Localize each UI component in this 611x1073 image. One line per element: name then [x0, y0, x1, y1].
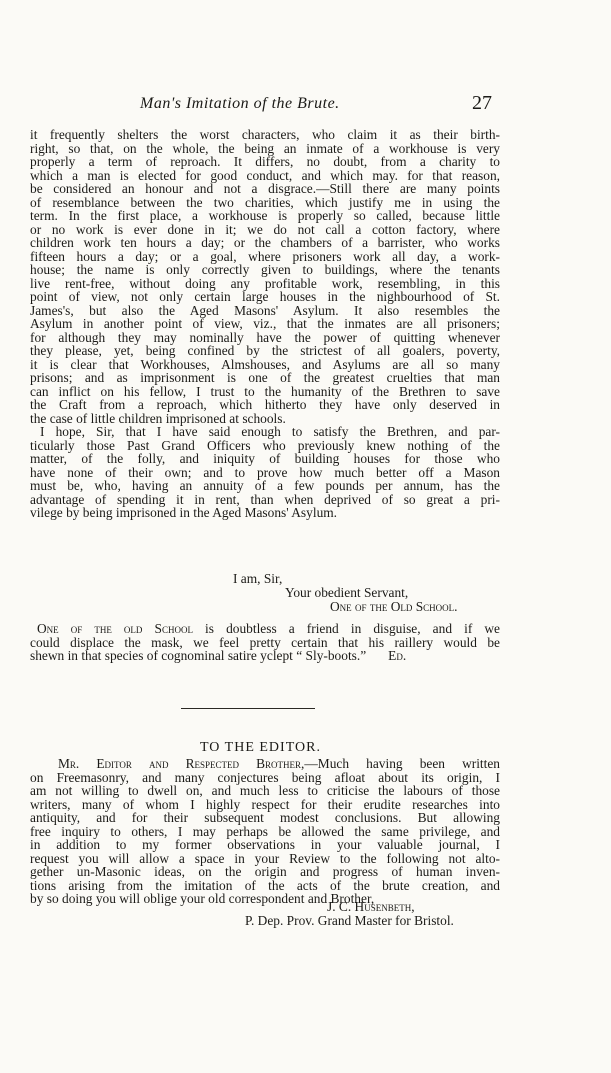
text-line: they please, yet, being confined by the strictest of all goalers, poverty,	[30, 343, 500, 358]
text-line: properly a term of reproach. It differs, no doubt, from a charity to	[30, 154, 500, 169]
note-line-3: shewn in that species of cognominal satire yclept “ Sly-boots.”	[30, 648, 367, 663]
editor-note	[30, 622, 500, 663]
text-line: James's, but also the Aged Masons' Asylum. It also resembles the	[30, 302, 500, 318]
closing-salutation: I am, Sir,	[233, 571, 283, 586]
text-line: vilege by being imprisoned in the Aged Masons' Asylum.	[30, 505, 338, 520]
section-heading: TO THE EDITOR.	[200, 740, 321, 755]
letter-body	[30, 757, 500, 906]
note-lead: One of the old School	[37, 621, 193, 636]
note-line	[30, 622, 500, 636]
editor-initials: Ed.	[388, 648, 407, 663]
letter-line: gether un-Masonic ideas, on the origin and progress of human inven-	[30, 864, 500, 879]
text-line: children work ten hours a day; or the chambers of a barrister, who works	[30, 235, 500, 250]
text-line: or no work is ever done in it; we do not call a cotton factory, where	[30, 221, 500, 237]
text-line: Asylum in another point of view, viz., that the inmates are all prisoners;	[30, 316, 500, 331]
text-line: live rent-free, without doing any profitable work, resembling, in this	[30, 275, 500, 291]
text-line: the Craft from a reproach, which hitherto they have only deserved in	[30, 397, 500, 412]
letter-line	[30, 757, 500, 771]
letter-signature-title: P. Dep. Prov. Grand Master for Bristol.	[245, 913, 454, 928]
text-line: of resemblance between the two charities, which justify me in using the	[30, 194, 500, 210]
text-line: the case of little children imprisoned at schools.	[30, 410, 286, 426]
text-line: prisons; and as imprisonment is one of the greatest cruelties that man	[30, 370, 500, 385]
letter-line: on Freemasonry, and many conjectures being afloat about its origin, I	[30, 769, 500, 785]
running-head	[140, 92, 492, 114]
text-line: it frequently shelters the worst characters, who claim it as their birth-	[30, 127, 500, 142]
letter-line: antiquity, and for their subsequent modest conclusions. But allowing	[30, 810, 500, 825]
letter-address: Mr. Editor and Respected Brother,	[58, 756, 305, 771]
letter-line: by so doing you will oblige your old correspondent and Brother,	[30, 891, 375, 906]
running-title: Man's Imitation of the Brute.	[140, 95, 340, 112]
text-line: which a man is elected for good conduct, and which may. for that reason,	[30, 167, 500, 183]
text-line: point of view, not only certain large houses in the nighbourhood of St.	[30, 289, 500, 304]
text-line: must be, who, having an annuity of a few pounds per annum, has the	[30, 478, 500, 493]
note-line-1-rest: is doubtless a friend in disguise, and if we	[192, 621, 500, 636]
text-line: term. In the first place, a workhouse is properly so called, because little	[30, 208, 500, 223]
text-line: I hope, Sir, that I have said enough to satisfy the Brethren, and par-	[40, 424, 500, 439]
letter-line: am not willing to dwell on, and much less to criticise the labours of those	[30, 783, 500, 798]
note-line	[30, 649, 500, 663]
letter-line: in addition to my former observations in your valuable journal, I	[30, 837, 500, 852]
text-line: fifteen hours a day; or a goal, where prisoners work all day, a work-	[30, 248, 500, 264]
body-paragraph-1	[30, 128, 500, 520]
text-line: matter, of the folly, and iniquity of building houses for those who	[30, 451, 500, 466]
text-line: have none of their own; and to prove how much better off a Mason	[30, 464, 500, 480]
letter-line: writers, many of whom I highly respect for their erudite researches into	[30, 796, 500, 812]
letter-line: tions arising from the imitation of the acts of the brute creation, and	[30, 877, 500, 893]
section-divider	[181, 708, 315, 709]
text-line: ticularly those Past Grand Officers who previously knew nothing of the	[30, 437, 500, 453]
closing-valediction: Your obedient Servant,	[285, 585, 409, 600]
text-line: right, so that, on the whole, the being an inmate of a workhouse is very	[30, 140, 500, 156]
closing-signature: One of the Old School.	[330, 599, 458, 614]
text-line: can inflict on his fellow, I trust to the humanity of the Brethren to save	[30, 383, 500, 399]
text-line: be considered an honour and not a disgrace.—Still there are many points	[30, 181, 500, 196]
letter-line-1-rest: —Much having been written	[304, 756, 501, 771]
letter-line: free inquiry to others, I may perhaps be allowed the same privilege, and	[30, 823, 500, 839]
letter-line: request you will allow a space in your Review to the following not alto-	[30, 850, 500, 866]
text-line: house; the name is only correctly given to buildings, where the tenants	[30, 262, 500, 277]
text-line: for although they may nominally have the power of quitting whenever	[30, 329, 500, 345]
note-line: could displace the mask, we feel pretty certain that his raillery would be	[30, 634, 500, 650]
text-line: advantage of spending it in rent, than when deprived of so great a pri-	[30, 491, 500, 507]
letter-signature: J. C. Husenbeth,	[327, 899, 415, 914]
page-number: 27	[472, 92, 492, 114]
text-line: it is clear that Workhouses, Almshouses, and Asylums are all so many	[30, 356, 500, 372]
